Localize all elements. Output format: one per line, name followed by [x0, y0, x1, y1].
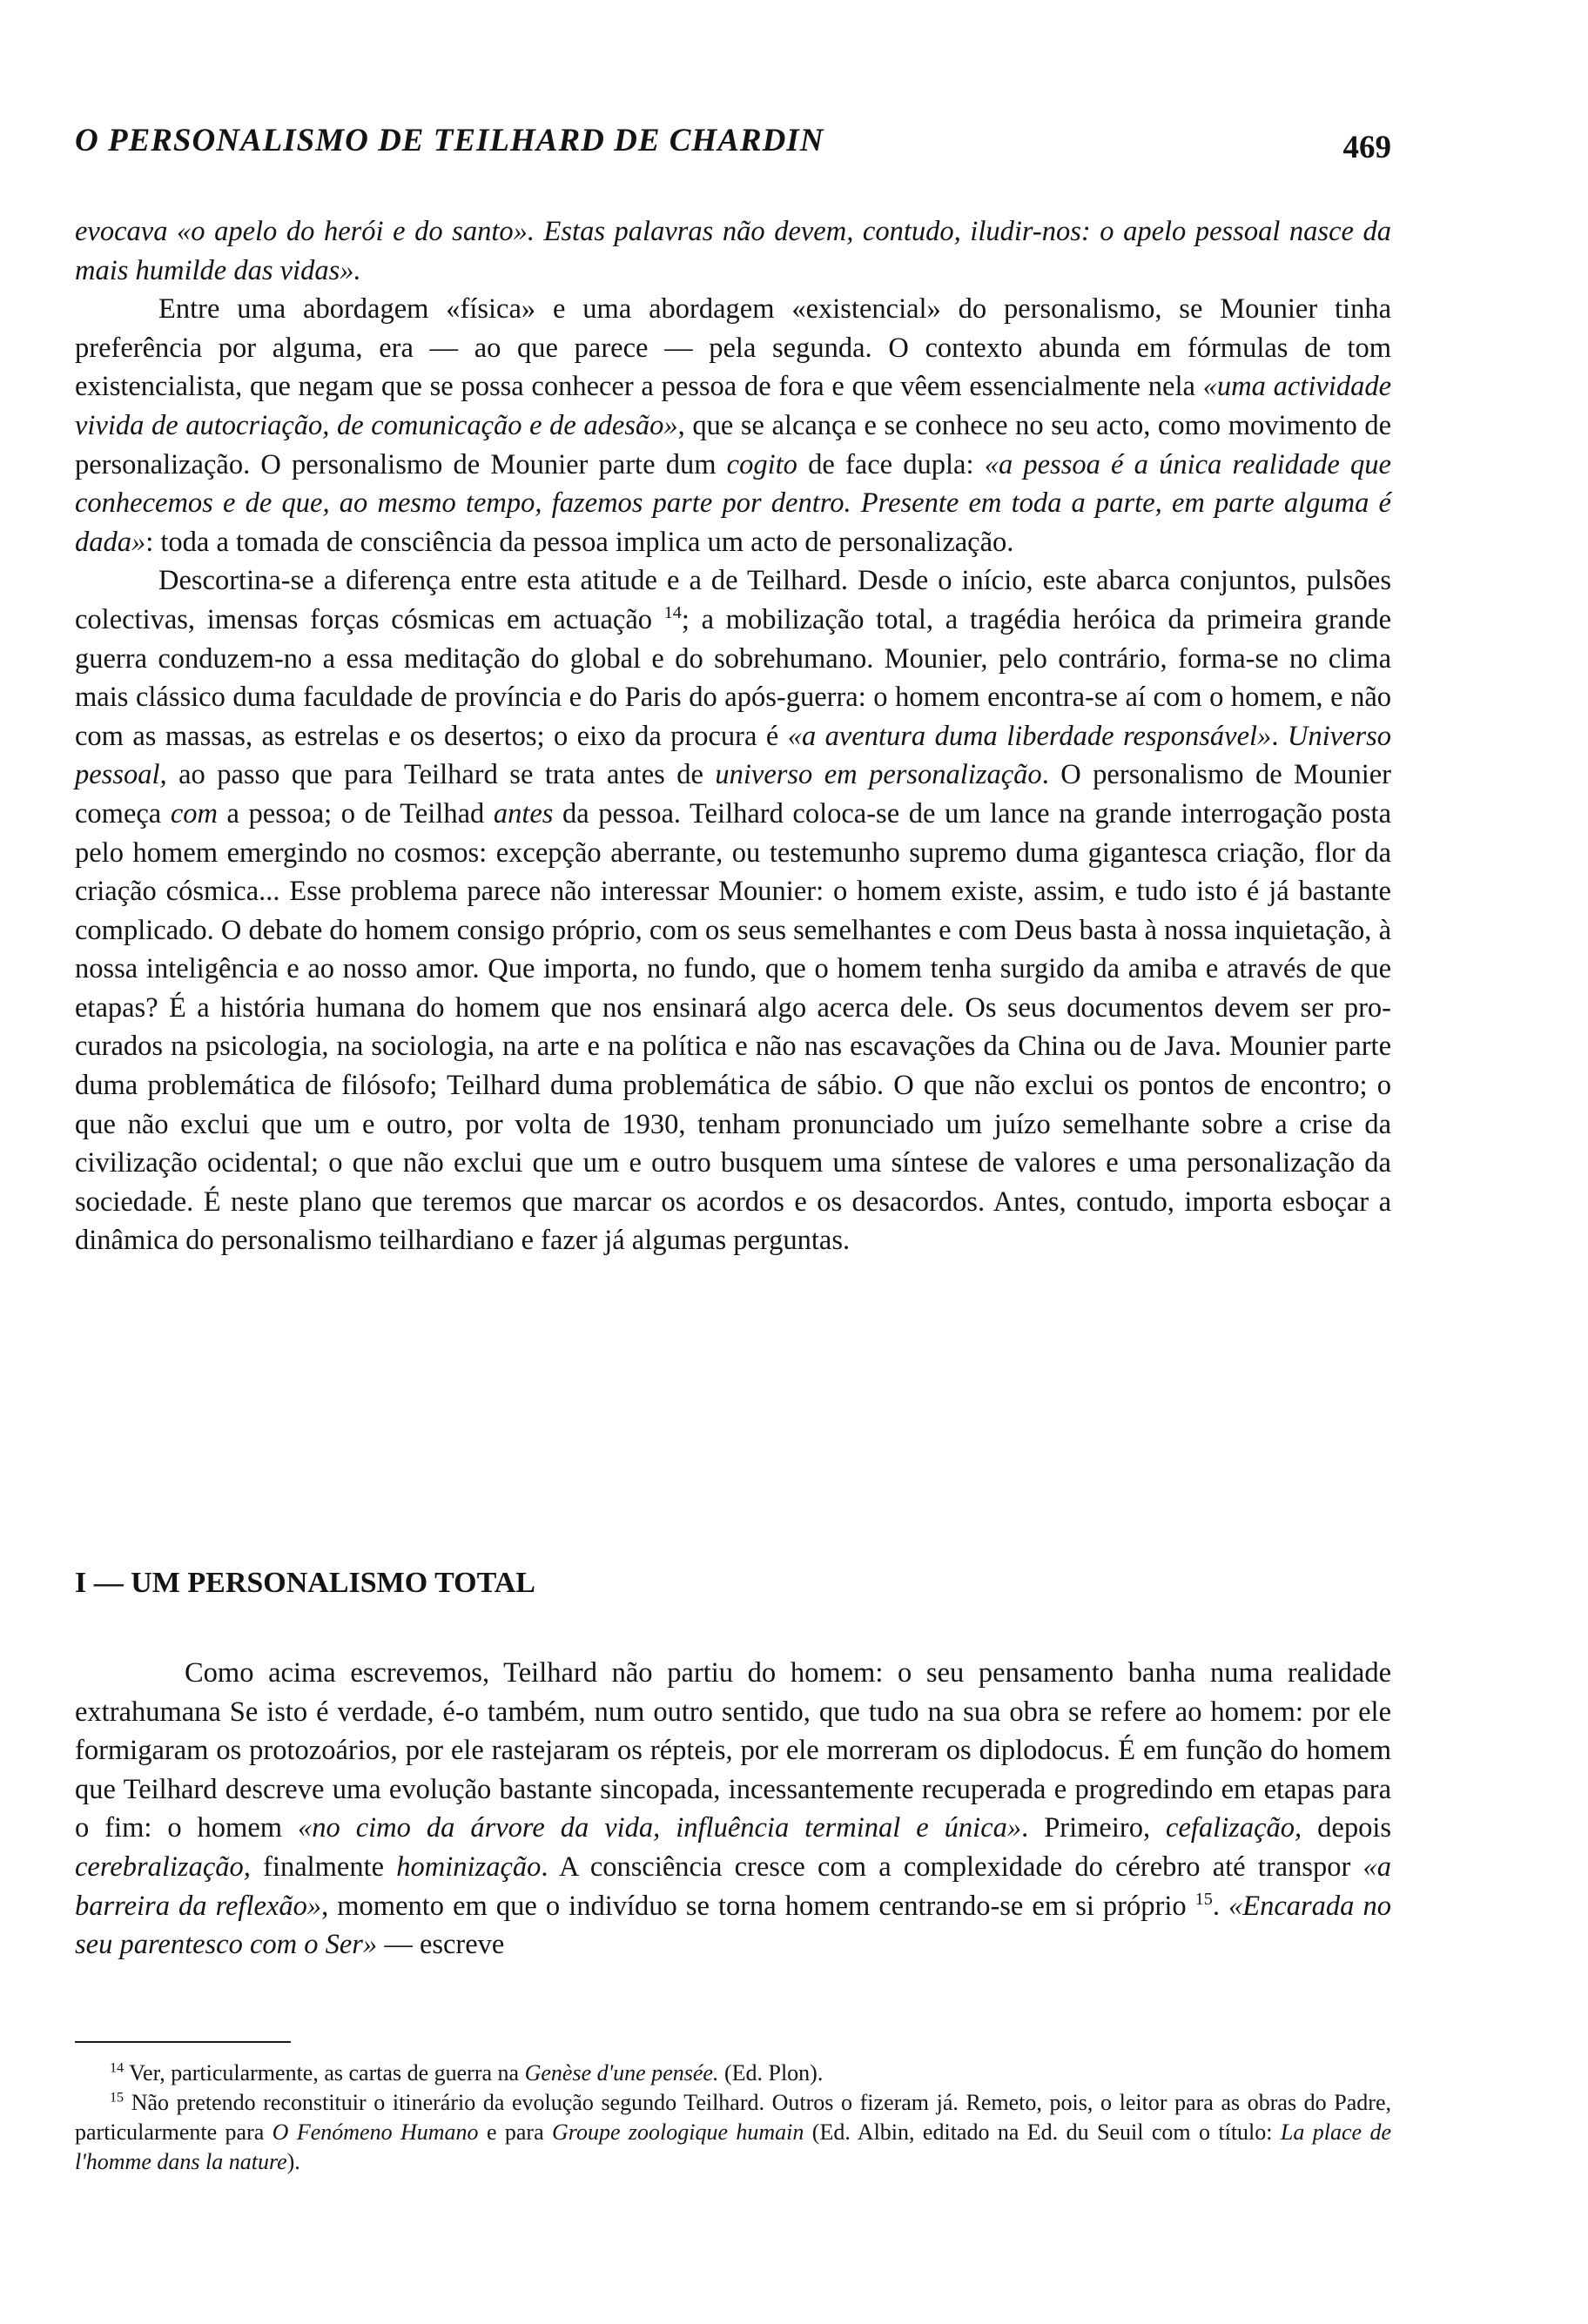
text-run: depois: [1302, 1812, 1392, 1844]
text-run: (Ed. Plon).: [718, 2060, 824, 2086]
book-title: Genèse d'une pensée.: [524, 2060, 719, 2086]
paragraph-2: [75, 290, 1391, 561]
text-run: da pessoa. Teilhard coloca-se de um lance na grande interrogação posta pelo homem emergindo no cosmos: excepção aberrante, ou testemunho supremo duma gigantesca criação, flor da criação cósmica... Esse problema parece não interessar Mounier: o homem existe, assim, e tudo isto é já bastante complicado. O debate do homem consigo próprio, com os seus semelhantes e com Deus basta à nossa inquietação, à nossa inteligência e ao nosso amor. Que importa, no fundo, que o homem tenha surgido da amiba e através de que etapas? É a história humana do homem que nos ensinará algo acerca dele. Os seus documentos devem ser procurados na psicologia, na sociologia, na arte e na política e não nas escavações da China ou de Java. Mounier parte duma problemática de filósofo; Teilhard duma problemática de sábio. O que não exclui os pontos de encontro; o que não exclui que um e outro, por volta de 1930, tenham pronunciado um juízo semelhante sobre a crise da civilização ocidental; o que não exclui que um e outro busquem uma síntese de valores e uma personalização da sociedade. É neste plano que teremos que marcar os acordos e os desacordos. Antes, contudo, importa esboçar a dinâmica do personalismo teilhardiano e fazer já algumas perguntas.: [75, 797, 1391, 1257]
text-run: Como acima escrevemos, Teilhard não partiu do homem: o seu pensamento banha numa realidade extrahumana Se isto é verdade, é-o também, num outro sentido, que tudo na sua obra se refere ao homem: por ele formigaram os protozoários, por ele rastejaram os répteis, por ele morreram os diplodocus. É em função do homem que Teilhard descreve uma evolução bastante sincopada, incessantemente recuperada e progredindo em etapas para o fim: o homem: [75, 1657, 1391, 1844]
text-run: ao passo que para Teilhard se trata antes de: [166, 759, 716, 791]
quote: «no cimo da árvore da vida, influência terminal e única»: [298, 1812, 1022, 1844]
footnotes: [75, 2059, 1391, 2177]
paragraph-1: [75, 212, 1391, 290]
footnote-divider: [75, 2041, 291, 2043]
text-run: Ver, particularmente, as cartas de guerra na: [124, 2060, 525, 2086]
page-header: [75, 122, 1391, 174]
text-run: .: [1271, 720, 1288, 752]
text-run: ).: [286, 2149, 300, 2174]
text-run: , momento em que o indivíduo se torna homem centrando-se em si próprio: [321, 1890, 1195, 1922]
page-number: 469: [1342, 130, 1391, 165]
book-title: Groupe zoologique humain: [552, 2119, 804, 2145]
text-run: , que se alcança e se conhece no seu acto, como movimento de personalização. O personalismo de Mounier parte dum: [75, 409, 1392, 480]
text-run: . Primeiro,: [1021, 1812, 1167, 1844]
footnote-14: [75, 2059, 1391, 2088]
book-title: La place de l'homme dans la nature: [75, 2119, 1392, 2174]
footnote-ref-15[interactable]: 15: [1194, 1889, 1213, 1909]
quote: «a barreira da reflexão»: [75, 1850, 1391, 1922]
text-run: e para: [478, 2119, 553, 2145]
text-run: . O personalismo de Mounier começa: [75, 759, 1391, 830]
text-run: de face dupla:: [797, 448, 985, 480]
text-run: Descortina-se a diferença entre esta atitude e a de Teilhard. Desde o início, este abarca conjuntos, pulsões colectivas, imensas forças cósmicas em actuação: [75, 565, 1391, 635]
text-run: — escreve: [377, 1929, 505, 1961]
paragraph-3: [75, 561, 1391, 1260]
text-run: finalmente: [250, 1850, 397, 1883]
emphasis: cerebralização,: [75, 1850, 251, 1883]
body-text: [75, 212, 1391, 1260]
footnote-15: [75, 2088, 1391, 2177]
section-paragraph-1: [75, 1654, 1391, 1965]
emphasis: cefalização,: [1166, 1812, 1302, 1844]
quote: «uma actividade vivida de autocriação, de comunicação e de adesão»: [75, 371, 1391, 441]
footnote-number: 14: [110, 2060, 124, 2076]
text-run: .: [1212, 1890, 1228, 1922]
section-text: [75, 1654, 1391, 1965]
text-run: (Ed. Albin, editado na Ed. du Seuil com o título:: [804, 2119, 1281, 2145]
book-title: O Fenómeno Humano: [272, 2119, 479, 2145]
text-run: : toda a tomada de consciência da pessoa implica um acto de personalização.: [145, 526, 1014, 558]
quote: «a aventura duma liberdade responsável»: [787, 720, 1272, 752]
emphasis: hominização: [396, 1850, 542, 1883]
running-title: O PERSONALISMO DE TEILHARD DE CHARDIN: [75, 123, 824, 158]
text-run: Não pretendo reconstituir o itinerário da evolução segundo Teilhard. Outros o fizeram já. Remeto, pois, o leitor para as obras do Padre, particularmente para: [75, 2090, 1391, 2145]
emphasis: universo em personalização: [715, 759, 1042, 791]
quote: «a pessoa é a única realidade que conhecemos e de que, ao mesmo tempo, fazemos parte por dentro. Presente em toda a parte, em parte alguma é dada»: [75, 448, 1391, 558]
section-heading: I — UM PERSONALISMO TOTAL: [75, 1567, 535, 1599]
quote: «Encarada no seu parentesco com o Ser»: [75, 1890, 1391, 1961]
text-run: . A consciência cresce com a complexidade do cérebro até transpor: [541, 1850, 1363, 1883]
footnote-ref-14[interactable]: 14: [663, 603, 682, 623]
emphasis: Universo pessoal,: [75, 720, 1392, 791]
text-run: a pessoa; o de Teilhad: [217, 797, 494, 830]
emphasis: antes: [493, 797, 554, 830]
emphasis: cogito: [726, 448, 797, 480]
text-run: ; a mobilização total, a tragédia heróica da primeira grande guerra conduzem-no a essa meditação do global e do sobrehumano. Mounier, pelo contrário, forma-se no clima mais clássico duma faculdade de província e do Paris do após-guerra: o homem encontra-se aí com o homem, e não com as massas, as estrelas e os desertos; o eixo da procura é: [75, 603, 1391, 752]
footnote-number: 15: [110, 2090, 124, 2106]
quote-continuation: evocava «o apelo do herói e do santo». Estas palavras não devem, contudo, iludir-nos: o apelo pessoal nasce da mais humilde das vidas».: [75, 216, 1391, 286]
text-run: Entre uma abordagem «física» e uma abordagem «existencial» do personalismo, se Mounier tinha preferência por alguma, era — ao que parece — pela segunda. O contexto abunda em fórmulas de tom existencialista, que negam que se possa conhecer a pessoa de fora e que vêem essencialmente nela: [75, 293, 1391, 403]
emphasis: com: [170, 797, 218, 830]
